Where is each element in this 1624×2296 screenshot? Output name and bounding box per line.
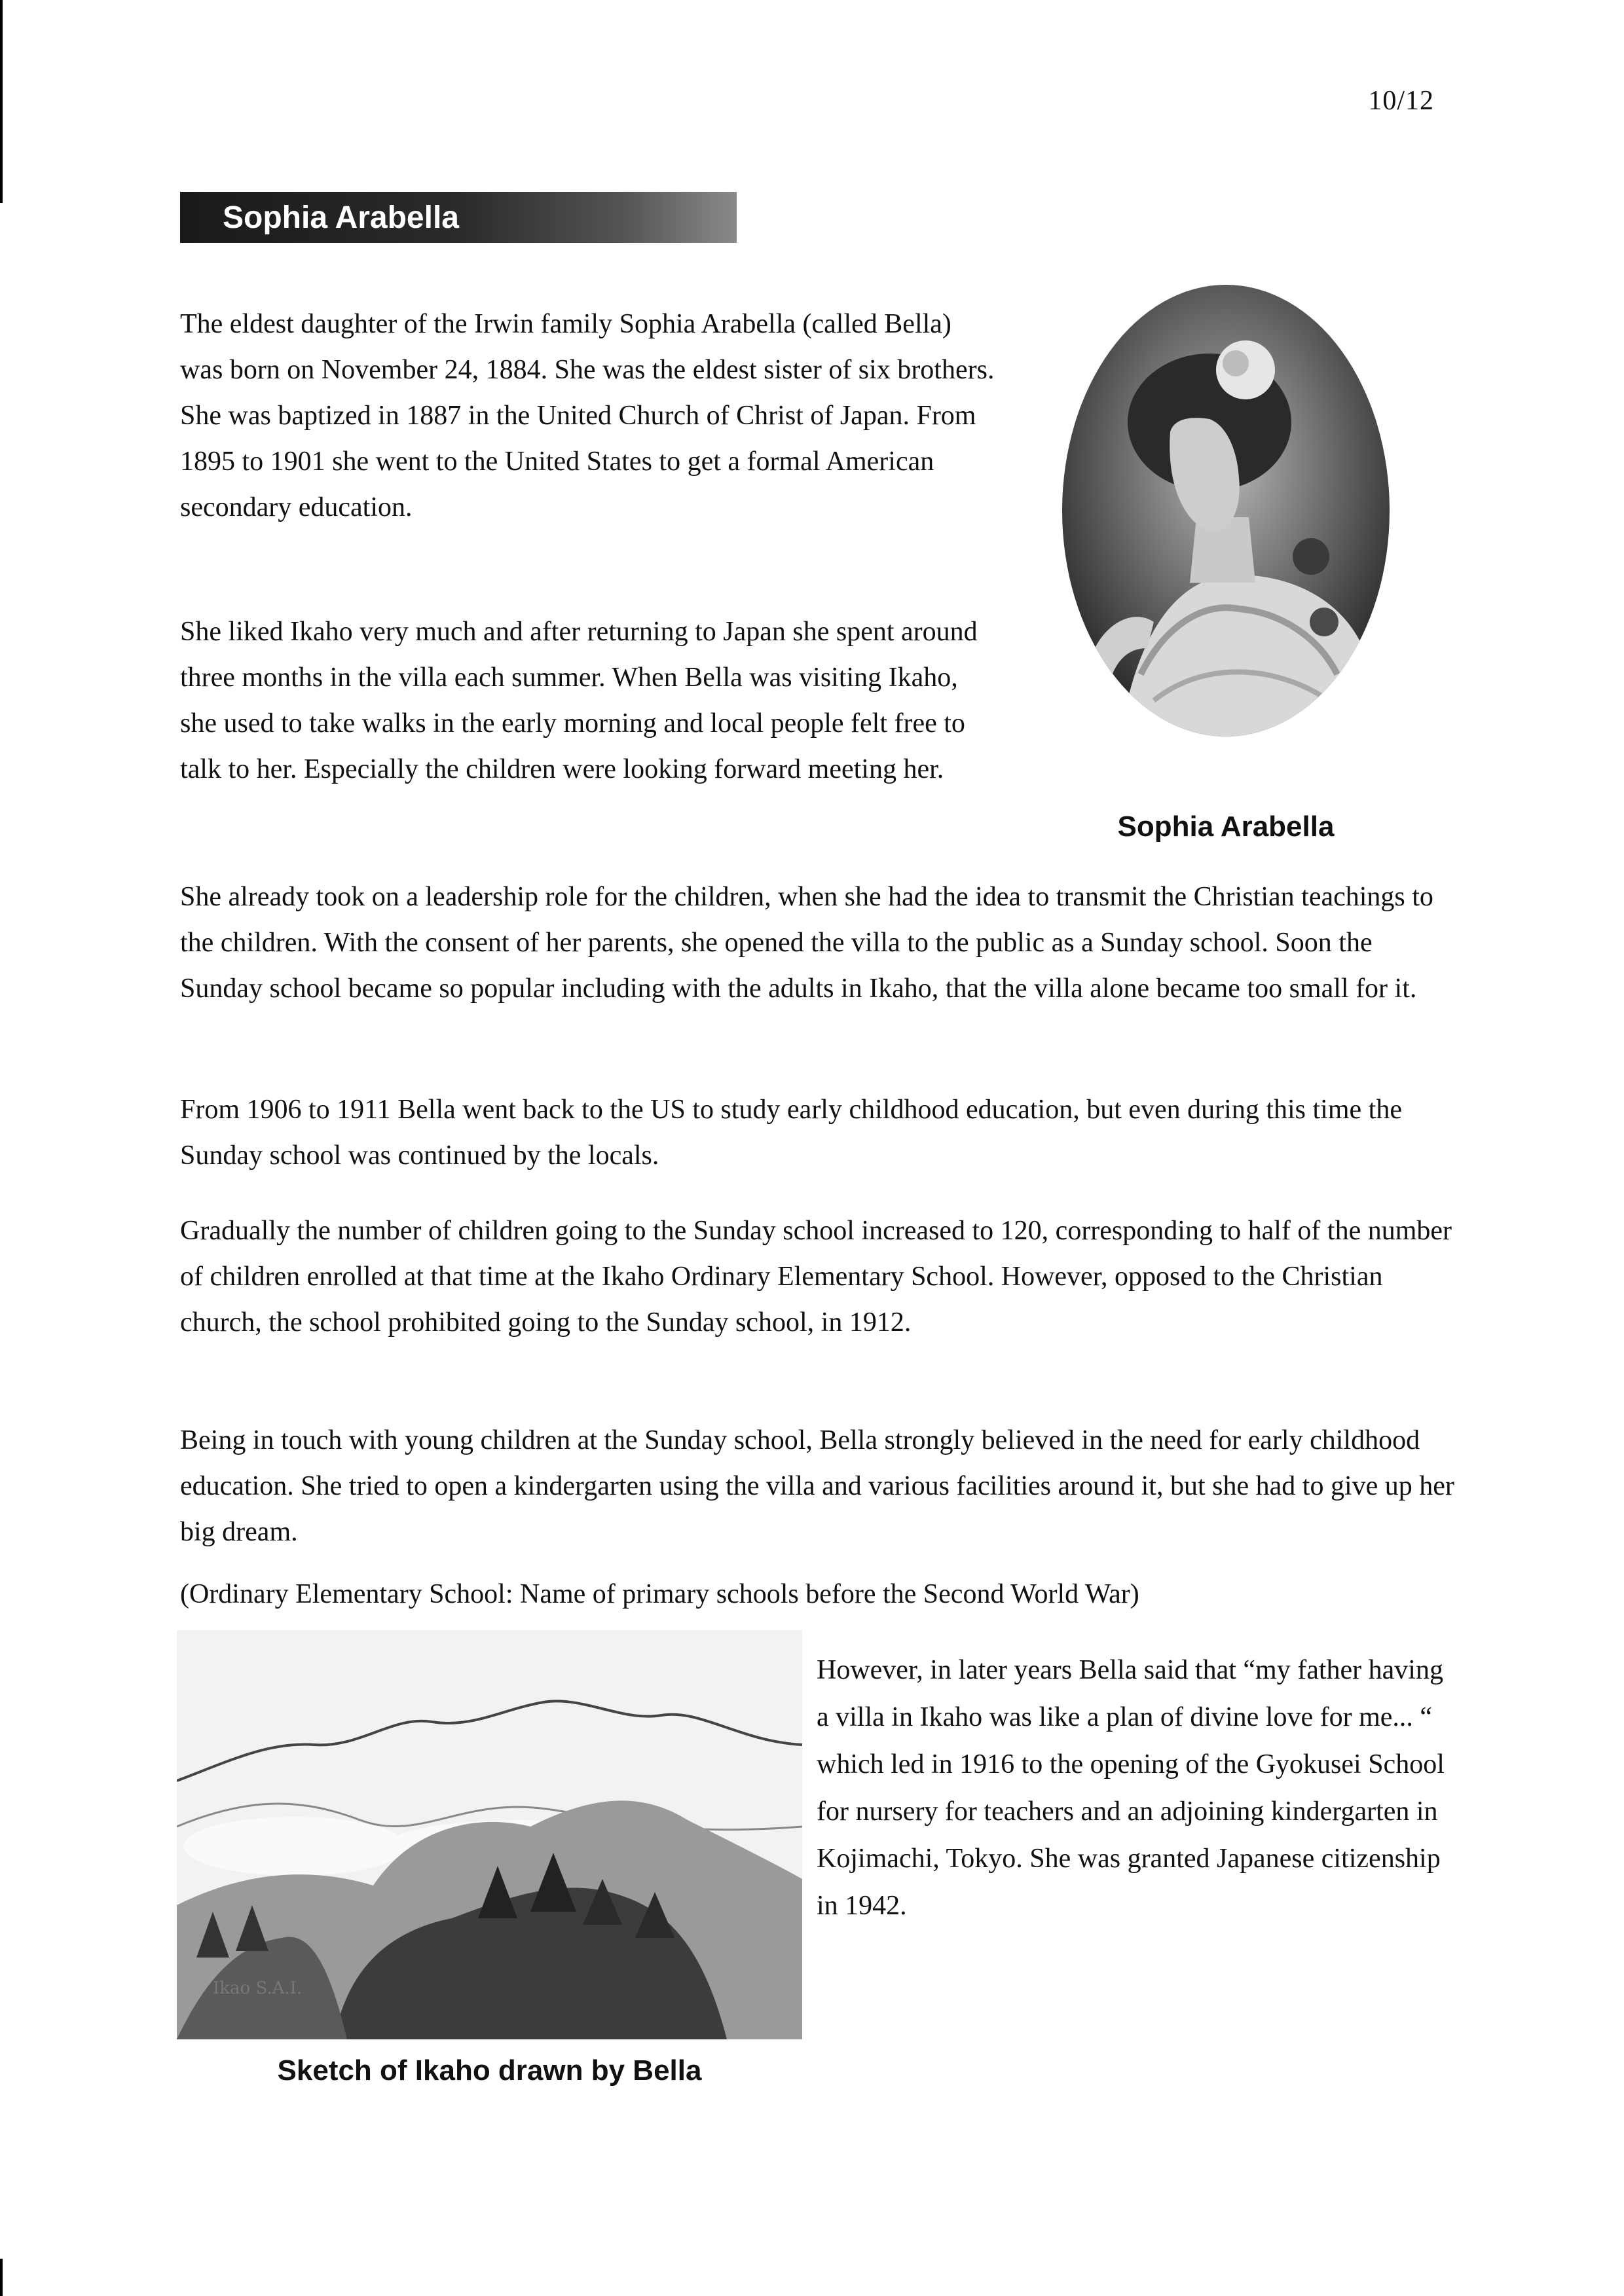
paragraph-2: She liked Ikaho very much and after returning to Japan she spent around three months in the villa each summer. When Bella was visiting Ikaho, she used to take walks in the early morning and local people felt free to talk to her. Especially the children were looking forward meeting her. [180, 617, 978, 784]
scan-edge-mark [0, 0, 3, 203]
paragraph-3: She already took on a leadership role for the children, when she had the idea to transmit the Christian teachings to the children. With the consent of her parents, she opened the villa to the public as a Sunday school. Soon the Sunday school became so popular including with the adults in Ikaho, that the villa alone became too small for it. [180, 882, 1433, 1004]
sketch-signature: Ikao S.A.I. [213, 1978, 303, 1998]
sketch-caption: Sketch of Ikaho drawn by Bella [277, 2054, 702, 2086]
paragraph-5: Gradually the number of children going to the Sunday school increased to 120, corresponding to half of the number of children enrolled at that time at the Ikaho Ordinary Elementary School. However, opposed to the Christian church, the school prohibited going to the Sunday school, in 1912. [180, 1216, 1452, 1338]
paragraph-1: The eldest daughter of the Irwin family Sophia Arabella (called Bella) was born on November 24, 1884. She was the eldest sister of six brothers. She was baptized in 1887 in the United Church of Christ of Japan. From 1895 to 1901 she went to the United States to get a formal American secondary education. [180, 309, 995, 522]
paragraph-8: However, in later years Bella said that “my father having a villa in Ikaho was like a plan of divine love for me... “ which led in 1916 to the opening of the Gyokusei School for nursery for teachers and an adjoining kindergarten in Kojimachi, Tokyo. She was granted Japanese citizenship in 1942. [817, 1655, 1445, 1921]
section-title: Sophia Arabella [223, 200, 459, 235]
portrait-photo [1056, 282, 1396, 773]
portrait-caption: Sophia Arabella [1117, 811, 1335, 843]
ikaho-sketch-image [177, 1630, 802, 2039]
scan-edge-mark-bottom [0, 2259, 3, 2296]
page-number: 10/12 [1368, 86, 1434, 116]
paragraph-7-note: (Ordinary Elementary School: Name of primary schools before the Second World War) [180, 1579, 1139, 1609]
section-title-bar [180, 192, 737, 243]
paragraph-6: Being in touch with young children at the Sunday school, Bella strongly believed in the need for early childhood education. She tried to open a kindergarten using the villa and various facilities around it, but she had to give up her big dream. [180, 1425, 1454, 1547]
paragraph-4: From 1906 to 1911 Bella went back to the US to study early childhood education, but even during this time the Sunday school was continued by the locals. [180, 1095, 1402, 1171]
